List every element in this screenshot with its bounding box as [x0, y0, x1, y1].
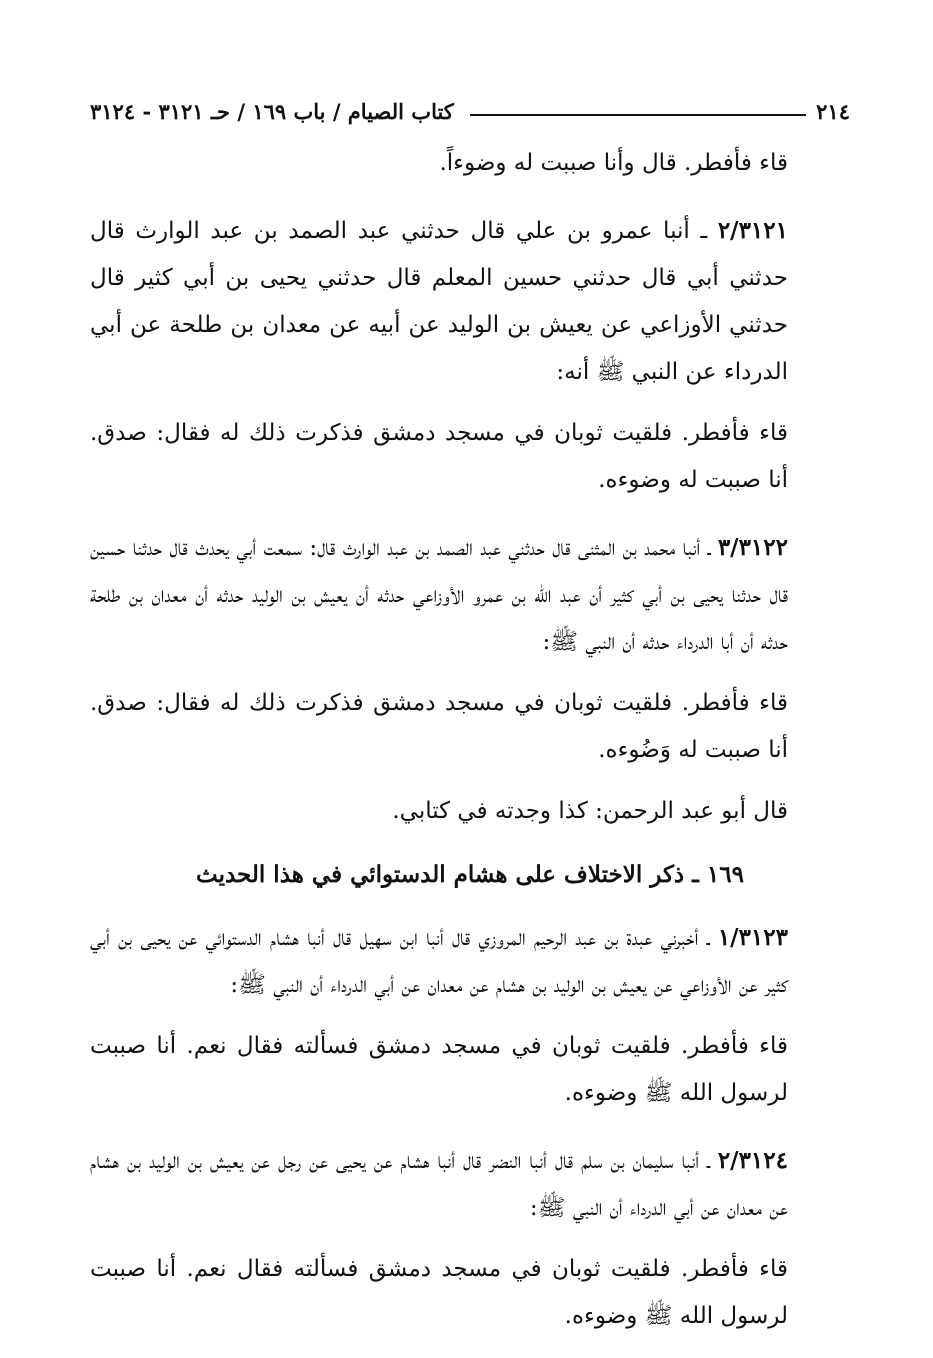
paragraph: قال أبو عبد الرحمن: كذا وجدته في كتابي.: [392, 798, 788, 824]
running-title: كتاب الصيام / باب ١٦٩ / حـ ٣١٢١ - ٣١٢٤: [90, 99, 454, 124]
hadith-text: ـ أخبرني عبدة بن عبد الرحيم المروزي قال أنبا ابن سهيل قال أنبا هشام الدستوائي عن يحيى بن أبي كثير عن الأوزاعي عن يعيش بن الوليد بن هشام عن معدان عن أبي الدرداء أن النبي ﷺ:: [90, 925, 788, 998]
hadith-text: ـ أنبا محمد بن المثنى قال حدثني عبد الصمد بن عبد الوارث قال: سمعت أبي يحدث قال حدثنا حسين قال حدثنا يحيى بن أبي كثير أن عبد الله بن عمرو الأوزاعي حدثه أن يعيش بن الوليد حدثه أن معدان بن طلحة حدثه أن أبا الدرداء حدثه أن النبي ﷺ:: [90, 535, 788, 655]
hadith-text: ـ أنبا عمرو بن علي قال حدثني عبد الصمد بن عبد الوارث قال حدثني أبي قال حدثني حسين المعلم قال حدثني يحيى بن أبي كثير قال حدثني الأوزاعي عن يعيش بن الوليد عن أبيه عن معدان بن طلحة عن أبي الدرداء عن النبي ﷺ أنه:: [90, 218, 788, 385]
hadith-number: ٣/٣١٢٢: [717, 534, 788, 561]
hadith-3121: [90, 207, 850, 396]
hadith-number: ١/٣١٢٣: [717, 924, 788, 951]
hadith-3122: [90, 524, 850, 666]
hadith-3123: [90, 914, 850, 1009]
page-header: [90, 88, 850, 124]
section-title: ١٦٩ ـ ذكر الاختلاف على هشام الدستوائي في هذا الحديث: [196, 861, 744, 888]
paragraph: قاء فأفطر. فلقيت ثوبان في مسجد دمشق فسألته فقال نعم. أنا صببت لرسول الله ﷺ وضوءه.: [90, 1256, 788, 1329]
header-rule: [470, 114, 806, 116]
page-body: [90, 140, 850, 1354]
hadith-3124: [90, 1137, 850, 1232]
paragraph: قاء فأفطر. فلقيت ثوبان في مسجد دمشق فسألته فقال نعم. أنا صببت لرسول الله ﷺ وضوءه.: [90, 1033, 788, 1106]
page-number: ٢١٤: [816, 99, 850, 124]
paragraph: قاء فأفطر. قال وأنا صببت له وضوءاً.: [439, 150, 788, 176]
hadith-number: ٢/٣١٢٤: [717, 1147, 788, 1174]
paragraph: قاء فأفطر. فلقيت ثوبان في مسجد دمشق فذكرت ذلك له فقال: صدق. أنا صببت له وَضُوءه.: [90, 690, 788, 763]
hadith-number: ٢/٣١٢١: [717, 217, 788, 244]
paragraph: قاء فأفطر. فلقيت ثوبان في مسجد دمشق فذكرت ذلك له فقال: صدق. أنا صببت له وضوءه.: [90, 420, 788, 493]
hadith-text: ـ أنبا سليمان بن سلم قال أنبا النضر قال أنبا هشام عن يحيى عن رجل عن يعيش بن الوليد بن هشام عن معدان عن أبي الدرداء أن النبي ﷺ:: [90, 1148, 788, 1221]
